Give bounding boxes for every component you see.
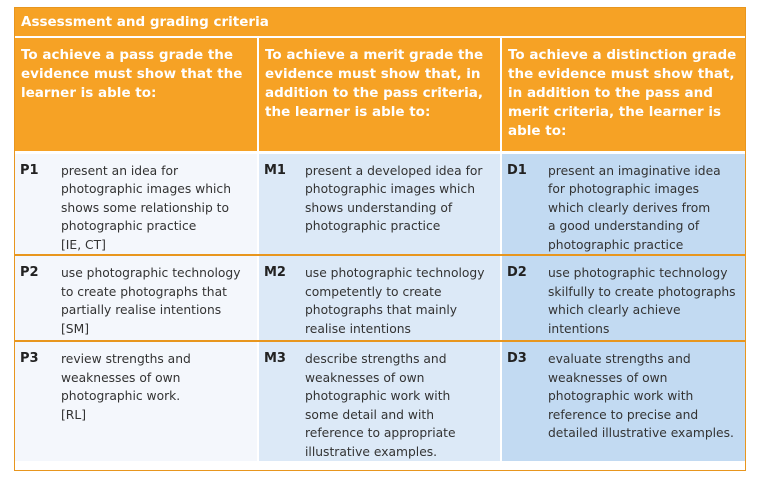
criterion-code: D1 [507, 162, 527, 178]
description-line: for photographic images [548, 182, 700, 196]
assessment-table-panel [14, 7, 746, 471]
header-line: evidence must show that the [21, 66, 243, 82]
criterion-code: P1 [20, 162, 39, 178]
header-line: To achieve a merit grade the [265, 47, 484, 63]
description-line: weaknesses of own [61, 370, 181, 385]
description-line: shows some relationship to [61, 200, 230, 215]
description-line: competently to create [305, 284, 442, 299]
description-line: [RL] [61, 407, 86, 422]
header-line: learner is able to: [21, 85, 157, 101]
header-line: To achieve a distinction grade [508, 47, 737, 63]
description-line: realise intentions [305, 321, 411, 336]
table-row [15, 152, 745, 255]
criterion-description [61, 350, 251, 424]
criterion-description [305, 350, 494, 461]
header-line: in addition to the pass and [508, 85, 713, 101]
description-line: photographic work with [548, 389, 694, 403]
description-line: [IE, CT] [61, 237, 106, 252]
pass-cell [15, 341, 258, 461]
criteria-table [15, 38, 745, 461]
description-line: weaknesses of own [305, 370, 425, 385]
description-line: photographic practice [305, 219, 441, 233]
description-line: reference to appropriate [305, 426, 456, 440]
description-line: present an imaginative idea [548, 163, 721, 178]
criterion-description [61, 162, 251, 255]
criterion-code: D2 [507, 265, 527, 280]
description-line: which clearly achieve [548, 303, 681, 317]
description-line: a good understanding of [548, 219, 700, 233]
header-line: the learner is able to: [265, 104, 431, 120]
description-line: some detail and with [305, 407, 434, 422]
pass-cell [15, 152, 258, 255]
description-line: illustrative examples. [305, 444, 438, 459]
pass-cell [15, 255, 258, 341]
description-line: evaluate strengths and [548, 352, 691, 366]
merit-cell [258, 341, 501, 461]
description-line: photographic practice [548, 237, 684, 252]
criterion-description [305, 264, 494, 338]
description-line: photographic work. [61, 389, 181, 403]
description-line: partially realise intentions [61, 303, 222, 317]
description-line: photographic images which [305, 182, 475, 196]
description-line: photographic images which [61, 182, 231, 196]
criterion-code: M3 [264, 351, 286, 366]
table-title: Assessment and grading criteria [15, 8, 745, 38]
description-line: present a developed idea for [305, 163, 483, 178]
criterion-description [61, 264, 251, 338]
table-row [15, 341, 745, 461]
header-line: merit criteria, the learner is [508, 104, 722, 120]
header-line: evidence must show that, in [265, 66, 481, 82]
description-line: describe strengths and [305, 352, 447, 366]
header-line: To achieve a pass grade the [21, 47, 234, 63]
merit-header [258, 38, 501, 152]
merit-cell [258, 255, 501, 341]
table-row [15, 255, 745, 341]
description-line: photographs that mainly [305, 303, 458, 317]
description-line: which clearly derives from [548, 200, 711, 215]
criterion-code: M2 [264, 265, 286, 280]
distinction-cell [501, 255, 745, 341]
criterion-description [305, 162, 494, 236]
header-line: addition to the pass criteria, [265, 85, 484, 101]
header-row [15, 38, 745, 152]
criterion-description [548, 264, 739, 338]
pass-header [15, 38, 258, 152]
description-line: present an idea for [61, 163, 179, 178]
description-line: intentions [548, 321, 610, 336]
description-line: skilfully to create photographs [548, 284, 736, 299]
distinction-cell [501, 341, 745, 461]
distinction-header [501, 38, 745, 152]
criterion-description [548, 162, 739, 255]
criterion-code: D3 [507, 351, 527, 366]
criterion-code: P3 [20, 351, 39, 366]
description-line: photographic practice [61, 219, 197, 233]
header-line: able to: [508, 123, 567, 139]
description-line: review strengths and [61, 352, 191, 366]
description-line: use photographic technology [305, 266, 485, 280]
merit-cell [258, 152, 501, 255]
description-line: detailed illustrative examples. [548, 426, 734, 440]
description-line: to create photographs that [61, 284, 227, 299]
description-line: use photographic technology [61, 266, 241, 280]
description-line: [SM] [61, 321, 90, 336]
description-line: shows understanding of [305, 200, 453, 215]
header-line: the evidence must show that, [508, 66, 735, 82]
description-line: weaknesses of own [548, 370, 668, 385]
description-line: photographic work with [305, 389, 451, 403]
criterion-description [548, 350, 739, 443]
description-line: reference to precise and [548, 407, 699, 422]
description-line: use photographic technology [548, 266, 728, 280]
criterion-code: P2 [20, 265, 39, 280]
distinction-cell [501, 152, 745, 255]
criterion-code: M1 [264, 162, 286, 178]
